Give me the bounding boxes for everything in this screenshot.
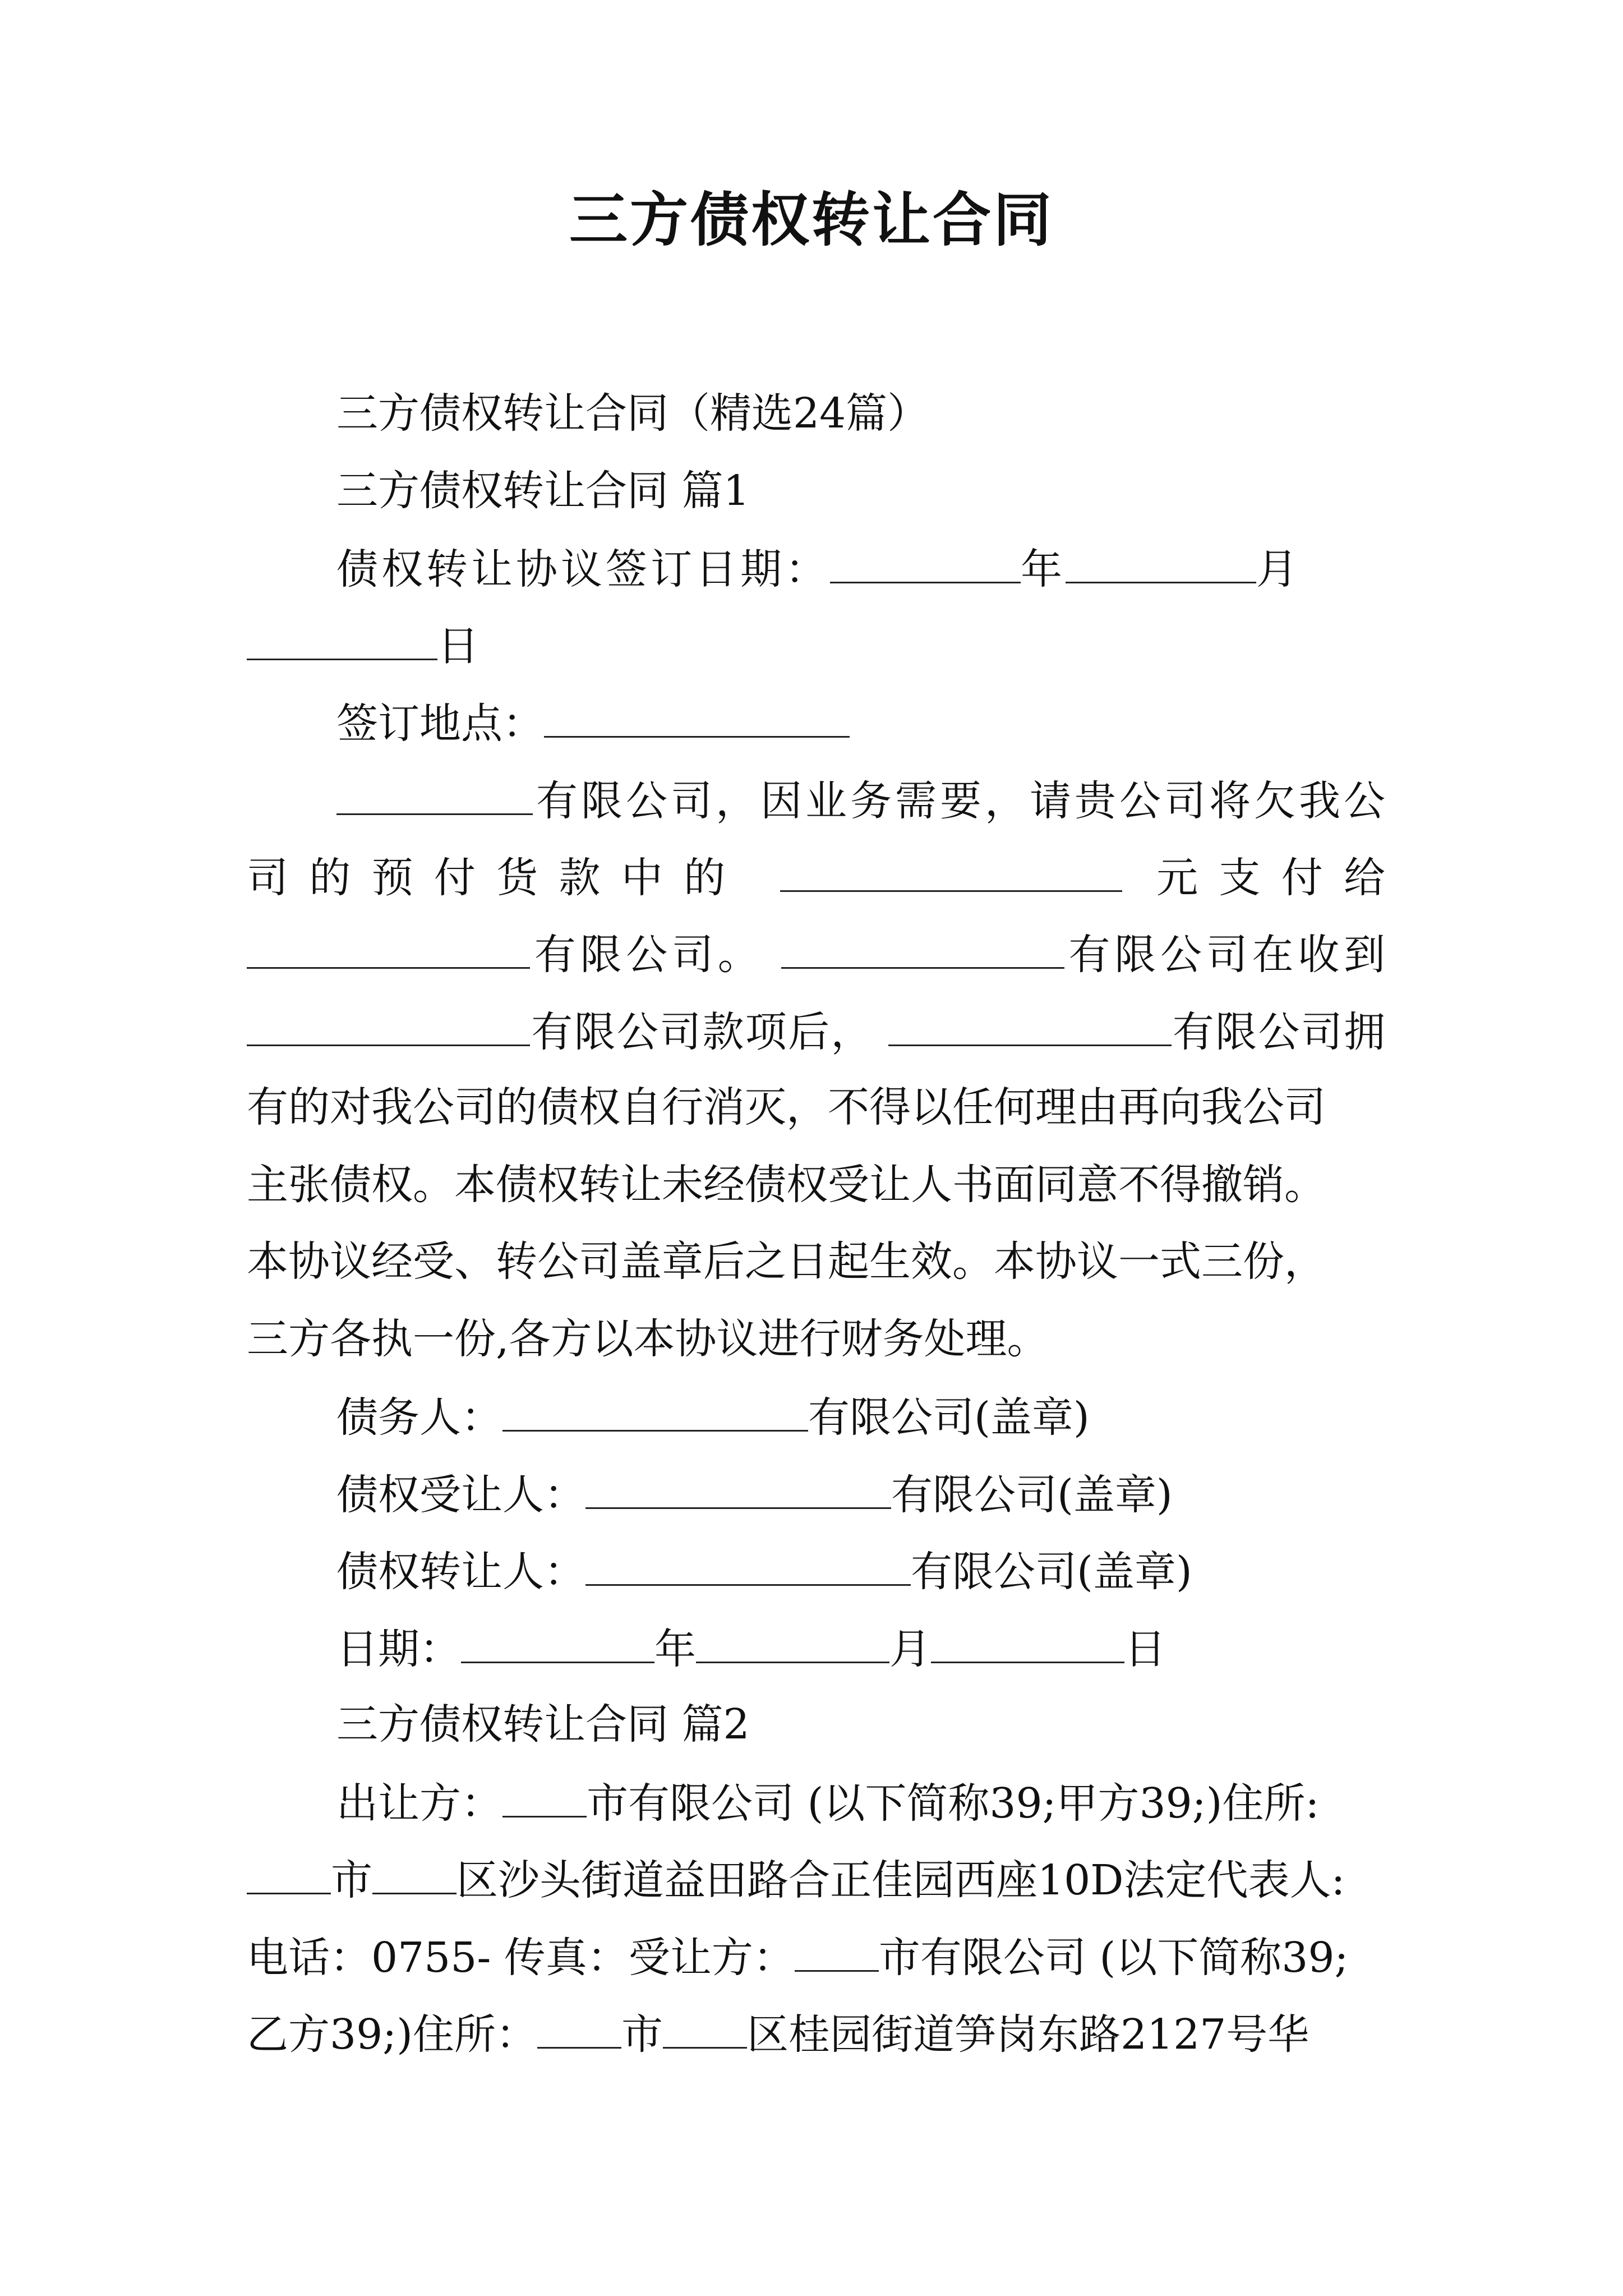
debtor-signature-line [336,1393,1385,1442]
body-text: 市有限公司 (以下简称39;甲方39;)住所: [587,1779,1320,1828]
agreement-date-line [336,545,1385,593]
day-blank [247,624,437,660]
section2-line-2 [247,1856,1385,1904]
debtor-label: 债务人： [336,1393,502,1442]
section-heading-1: 三方债权转让合同 篇1 [336,467,750,515]
assignee-blank [585,1473,891,1509]
company-blank [247,932,530,969]
assignor-signature-line [336,1548,1385,1596]
body-text: 区沙头街道益田路合正佳园西座10D法定代表人: [457,1856,1345,1904]
body-line-4 [247,1008,1386,1056]
signing-place-line [336,700,1385,748]
body-line-5: 有的对我公司的债权自行消灭，不得以任何理由再向我公司 [247,1083,1326,1131]
body-text: 有限公司，因业务需要，请贵公司将欠我公 [533,777,1385,825]
body-text: 有限公司拥 [1171,1008,1386,1056]
assignor-blank [585,1549,911,1586]
body-text: 元支付给 [1156,854,1386,902]
body-line-1 [336,777,1385,825]
body-text: 乙方39;)住所： [247,2010,537,2059]
amount-blank [780,855,1122,892]
company-blank [781,932,1064,969]
transferor-label: 出让方： [336,1779,502,1828]
assignee-label: 债权受让人： [336,1471,585,1519]
city-blank [795,1935,879,1972]
body-text: 市有限公司 (以下简称39; [878,1934,1349,1982]
debtor-blank [502,1395,808,1432]
agreement-day-line [247,622,1385,670]
body-text: 有限公司在收到 [1064,931,1386,979]
district-blank [663,2012,747,2049]
body-text: 市 [621,2010,663,2059]
day-label: 日 [1124,1625,1166,1673]
document-title: 三方债权转让合同 [569,185,1054,254]
body-text: 有限公司款项后， [530,1008,874,1056]
city-blank [247,1858,331,1894]
body-line-8: 三方各执一份,各方以本协议进行财务处理。 [247,1315,1049,1363]
section-heading-2: 三方债权转让合同 篇2 [336,1700,750,1749]
month-label: 月 [889,1625,931,1673]
section2-line-1 [336,1779,1385,1828]
body-line-7: 本协议经受、转公司盖章后之日起生效。本协议一式三份， [247,1237,1326,1286]
company-seal-label: 有限公司(盖章) [891,1471,1173,1519]
assignee-signature-line [336,1471,1385,1519]
body-line-3 [247,931,1386,979]
body-line-2 [247,854,1386,902]
month-blank [696,1627,889,1663]
day-label: 日 [437,622,479,670]
body-text: 区桂园街道笋岗东路2127号华 [746,2010,1310,2059]
body-text: 司的预付货款中的 [247,854,746,902]
body-text: 市 [331,1856,372,1904]
assignor-label: 债权转让人： [336,1548,585,1596]
body-text: 有限公司。 [530,931,764,979]
company-blank [888,1010,1172,1046]
date-label: 日期： [336,1625,461,1673]
section2-line-3 [247,1934,1385,1982]
agreement-date-label: 债权转让协议签订日期： [336,545,830,593]
signing-place-blank [544,701,850,738]
year-label: 年 [1021,545,1066,593]
subtitle: 三方债权转让合同（精选24篇） [336,389,929,438]
company-blank [336,779,533,815]
year-blank [830,547,1021,583]
signature-date-line [336,1625,1385,1673]
year-blank [461,1627,654,1663]
signing-place-label: 签订地点： [336,700,544,748]
day-blank [931,1627,1124,1663]
month-label: 月 [1256,545,1301,593]
body-text: 电话：0755- 传真：受让方： [247,1934,795,1982]
company-blank [247,1010,530,1046]
month-blank [1066,547,1256,583]
body-line-6: 主张债权。本债权转让未经债权受让人书面同意不得撤销。 [247,1161,1326,1209]
year-label: 年 [654,1625,696,1673]
company-seal-label: 有限公司(盖章) [911,1548,1192,1596]
district-blank [372,1858,457,1894]
city-blank [502,1781,587,1818]
section2-line-4 [247,2010,1385,2059]
company-seal-label: 有限公司(盖章) [808,1393,1090,1442]
city-blank [537,2012,621,2049]
